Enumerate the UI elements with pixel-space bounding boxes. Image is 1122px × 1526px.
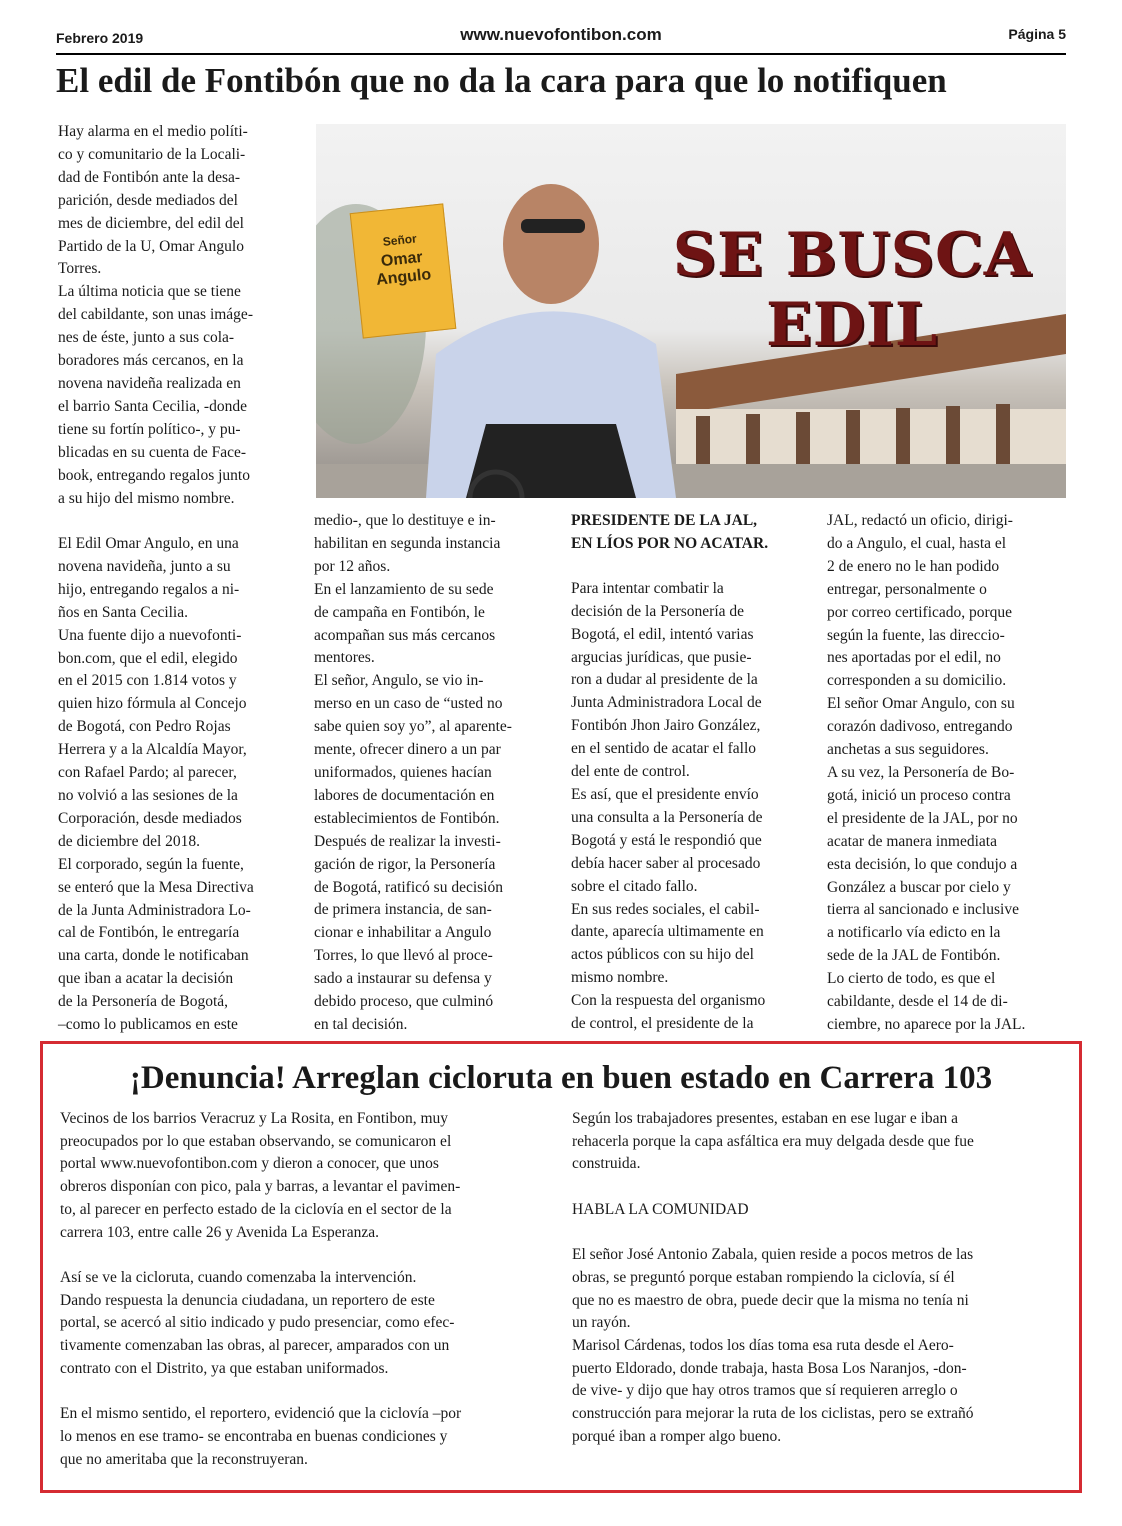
text-line: habilitan en segunda instancia	[314, 534, 501, 552]
text-line: mentores.	[314, 649, 375, 667]
boxed-paragraph-1	[60, 1108, 560, 1244]
text-line: a su hijo del mismo nombre.	[58, 489, 235, 507]
text-line: entregar, personalmente o	[827, 580, 987, 598]
text-line: de la Personería de Bogotá,	[58, 993, 229, 1011]
text-line: decisión de la Personería de	[571, 602, 745, 620]
text-line: una carta, donde le notificaban	[58, 947, 249, 965]
text-line: corazón dadivoso, entregando	[827, 718, 1013, 736]
boxed-paragraph-4	[572, 1108, 1072, 1176]
text-line: el barrio Santa Cecilia, -donde	[58, 397, 247, 415]
text-line: dante, aparecía ultimamente en	[571, 923, 764, 941]
boxed-article-left-column	[60, 1108, 560, 1471]
boxed-paragraph-3	[60, 1403, 560, 1471]
boxed-paragraph-2	[60, 1267, 560, 1381]
text-line: Después de realizar la investi-	[314, 832, 501, 850]
text-line: cal de Fontibón, le entregaría	[58, 924, 240, 942]
text-line: de diciembre del 2018.	[58, 832, 201, 850]
text-line: EN LÍOS POR NO ACATAR.	[571, 534, 769, 552]
text-line: hijo, entregando regalos a ni-	[58, 580, 240, 598]
column-4-text	[827, 510, 1067, 1037]
text-line: nes aportadas por el edil, no	[827, 649, 1001, 667]
text-line: sede de la JAL de Fontibón.	[827, 947, 1001, 965]
boxed-subheading: HABLA LA COMUNIDAD	[572, 1200, 749, 1218]
text-line: lo menos en ese tramo- se encontraba en buenas condiciones y	[60, 1427, 448, 1445]
text-line: cabildante, desde el 14 de di-	[827, 993, 1008, 1011]
text-line: de Bogotá, con Pedro Rojas	[58, 718, 231, 736]
text-line: por 12 años.	[314, 557, 391, 575]
text-line: del ente de control.	[571, 763, 690, 781]
text-line: parición, desde mediados del	[58, 191, 238, 209]
text-line: El señor, Angulo, se vio in-	[314, 672, 484, 690]
text-line: La última noticia que se tiene	[58, 283, 241, 301]
text-line: se enteró que la Mesa Directiva	[58, 878, 254, 896]
column-1-bottom-text	[58, 533, 298, 1037]
text-line: puerto Eldorado, donde trabaja, hasta Bosa Los Naranjos, -don-	[572, 1359, 967, 1377]
text-line: quien hizo fórmula al Concejo	[58, 695, 247, 713]
text-line: obreros disponían con pico, pala y barras, a levantar el pavimen-	[60, 1178, 461, 1196]
text-line: A su vez, la Personería de Bo-	[827, 763, 1015, 781]
text-line: Fontibón Jhon Jairo González,	[571, 717, 761, 735]
section-subheading	[571, 510, 811, 556]
text-line: rehacerla porque la capa asfáltica era muy delgada desde que fue	[572, 1132, 974, 1150]
text-line: El señor Omar Angulo, con su	[827, 695, 1015, 713]
text-line: uniformados, quienes hacían	[314, 763, 492, 781]
text-line: ciembre, no aparece por la JAL.	[827, 1015, 1026, 1033]
boxed-paragraph-5	[572, 1244, 1072, 1448]
text-line: preocupados por lo que estaban observando, se comunicaron el	[60, 1132, 452, 1150]
text-line: Junta Administradora Local de	[571, 694, 762, 712]
text-line: carrera 103, entre calle 26 y Avenida La Esperanza.	[60, 1223, 380, 1241]
text-line: book, entregando regalos junto	[58, 466, 250, 484]
text-line: mismo nombre.	[571, 969, 669, 987]
text-line: Partido de la U, Omar Angulo	[58, 237, 244, 255]
text-line: que no ameritaba que la reconstruyeran.	[60, 1450, 308, 1468]
text-line: a notificarlo vía edicto en la	[827, 924, 1001, 942]
text-line: el presidente de la JAL, por no	[827, 809, 1018, 827]
named-envelope	[350, 203, 457, 338]
article-column-1-top	[58, 121, 298, 510]
text-line: labores de documentación en	[314, 786, 495, 804]
page-number: Página 5	[1008, 26, 1066, 42]
text-line: Torres, lo que llevó al proce-	[314, 947, 493, 965]
text-line: porqué iban a romper algo bueno.	[572, 1427, 782, 1445]
article-column-2	[314, 510, 554, 1037]
text-line: Para intentar combatir la	[571, 579, 724, 597]
text-line: obras, se preguntó porque estaban rompiendo la ciclovía, sí él	[572, 1268, 955, 1286]
issue-date: Febrero 2019	[56, 30, 144, 46]
text-line: de control, el presidente de la	[571, 1015, 754, 1033]
article-column-1-bottom	[58, 533, 298, 1037]
text-line: blicadas en su cuenta de Face-	[58, 443, 247, 461]
website-url[interactable]: www.nuevofontibon.com	[460, 25, 662, 44]
wanted-line-1: SE BUSCA	[672, 220, 1032, 290]
text-line: que iban a acatar la decisión	[58, 970, 234, 988]
text-line: 2 de enero no le han podido	[827, 557, 1000, 575]
text-line: co y comunitario de la Locali-	[58, 145, 246, 163]
text-line: El corporado, según la fuente,	[58, 855, 244, 873]
header-divider	[56, 53, 1066, 55]
envelope-name-first: Omar	[380, 248, 424, 271]
page-header	[56, 24, 1066, 50]
text-line: con Rafael Pardo; al parecer,	[58, 764, 237, 782]
text-line: PRESIDENTE DE LA JAL,	[571, 512, 758, 529]
text-line: establecimientos de Fontibón.	[314, 809, 500, 827]
text-line: tierra al sancionado e inclusive	[827, 901, 1019, 919]
text-line: portal, se acercó al sitio indicado y pudo presenciar, como efec-	[60, 1314, 455, 1332]
wanted-caption	[652, 220, 1052, 360]
text-line: cionar e inhabilitar a Angulo	[314, 924, 492, 942]
text-line: JAL, redactó un oficio, dirigi-	[827, 512, 1013, 529]
article-photo	[316, 124, 1066, 498]
text-line: de campaña en Fontibón, le	[314, 603, 485, 621]
text-line: que no es maestro de obra, puede decir que la misma no tenía ni	[572, 1291, 969, 1309]
text-line: En sus redes sociales, el cabil-	[571, 900, 760, 918]
text-line: acatar de manera inmediata	[827, 832, 997, 850]
text-line: bon.com, que el edil, elegido	[58, 649, 238, 667]
text-line: de la Junta Administradora Lo-	[58, 901, 251, 919]
envelope-name-last: Angulo	[375, 266, 432, 289]
text-line: mente, ofrecer dinero a un par	[314, 741, 501, 759]
text-line: Torres.	[58, 260, 102, 278]
article-headline: El edil de Fontibón que no da la cara para que lo notifiquen	[56, 61, 947, 100]
text-line: medio-, que lo destituye e in-	[314, 512, 496, 529]
text-line: un rayón.	[572, 1314, 631, 1332]
text-line: do a Angulo, el cual, hasta el	[827, 534, 1007, 552]
text-line: Una fuente dijo a nuevofonti-	[58, 626, 242, 644]
text-line: Con la respuesta del organismo	[571, 992, 766, 1010]
text-line: Bogotá, el edil, intentó varias	[571, 625, 754, 643]
text-line: debía hacer saber al procesado	[571, 854, 761, 872]
text-line: de primera instancia, de san-	[314, 901, 492, 919]
text-line: ron a dudar al presidente de la	[571, 671, 758, 689]
text-line: contrato con el Distrito, ya que estaban uniformados.	[60, 1359, 389, 1377]
text-line: una consulta a la Personería de	[571, 808, 763, 826]
column-1-top-text	[58, 121, 298, 510]
text-line: El señor José Antonio Zabala, quien reside a pocos metros de las	[572, 1246, 974, 1264]
text-line: Marisol Cárdenas, todos los días toma esa ruta desde el Aero-	[572, 1337, 954, 1354]
text-line: en el sentido de acatar el fallo	[571, 740, 757, 758]
text-line: en tal decisión.	[314, 1015, 408, 1033]
text-line: no volvió a las sesiones de la	[58, 786, 238, 804]
text-line: anchetas a sus seguidores.	[827, 741, 989, 759]
text-line: acompañan sus más cercanos	[314, 626, 496, 644]
text-line: tivamente comenzaban las obras, al parecer, amparados con un	[60, 1337, 450, 1355]
text-line: Herrera y a la Alcaldía Mayor,	[58, 741, 247, 759]
text-line: dad de Fontibón ante la desa-	[58, 168, 241, 186]
envelope-title: Señor	[382, 231, 418, 249]
text-line: gotá, inició un proceso contra	[827, 786, 1011, 804]
text-line: gación de rigor, la Personería	[314, 855, 496, 873]
text-line: en el 2015 con 1.814 votos y	[58, 672, 237, 690]
article-column-3	[571, 510, 811, 1036]
text-line: merso en un caso de “usted no	[314, 695, 503, 713]
text-line: portal www.nuevofontibon.com y dieron a conocer, que unos	[60, 1155, 439, 1173]
text-line: sobre el citado fallo.	[571, 877, 698, 895]
text-line: construida.	[572, 1155, 641, 1173]
text-line: Bogotá y está le respondió que	[571, 831, 762, 849]
text-line: En el lanzamiento de su sede	[314, 580, 494, 598]
text-line: ños en Santa Cecilia.	[58, 603, 188, 621]
text-line: El Edil Omar Angulo, en una	[58, 535, 239, 552]
text-line: sabe quien soy yo”, al aparente-	[314, 718, 512, 736]
text-line: sado a instaurar su defensa y	[314, 970, 492, 988]
text-line: boradores más cercanos, en la	[58, 352, 244, 370]
column-2-text	[314, 510, 554, 1037]
text-line: argucias jurídicas, que pusie-	[571, 648, 752, 666]
text-line: Lo cierto de todo, es que el	[827, 970, 996, 988]
text-line: según la fuente, las direccio-	[827, 626, 1005, 644]
text-line: Hay alarma en el medio políti-	[58, 123, 248, 140]
text-line: Según los trabajadores presentes, estaban en ese lugar e iban a	[572, 1110, 959, 1127]
text-line: Es así, que el presidente envío	[571, 785, 759, 803]
text-line: Así se ve la cicloruta, cuando comenzaba la intervención.	[60, 1268, 417, 1286]
text-line: En el mismo sentido, el reportero, evidenció que la ciclovía –por	[60, 1405, 462, 1423]
text-line: de Bogotá, ratificó su decisión	[314, 878, 503, 896]
wanted-line-2: EDIL	[765, 290, 939, 360]
text-line: Vecinos de los barrios Veracruz y La Rosita, en Fontibon, muy	[60, 1110, 448, 1127]
text-line: to, al parecer en perfecto estado de la ciclovía en el sector de la	[60, 1200, 452, 1218]
text-line: debido proceso, que culminó	[314, 993, 494, 1011]
text-line: mes de diciembre, del edil del	[58, 214, 244, 232]
text-line: novena navideña, junto a su	[58, 557, 231, 575]
text-line: nes de éste, junto a sus cola-	[58, 329, 235, 347]
text-line: –como lo publicamos en este	[58, 1016, 238, 1034]
boxed-article-headline: ¡Denuncia! Arreglan cicloruta en buen estado en Carrera 103	[129, 1060, 993, 1096]
text-line: de vive- y dijo que hay otros tramos que sí requieren arreglo o	[572, 1382, 958, 1400]
text-line: por correo certificado, porque	[827, 603, 1013, 621]
text-line: Corporación, desde mediados	[58, 809, 242, 827]
text-line: actos públicos con su hijo del	[571, 946, 754, 964]
text-line: tiene su fortín político-, y pu-	[58, 420, 241, 438]
text-line: esta decisión, lo que condujo a	[827, 855, 1018, 873]
article-column-4	[827, 510, 1067, 1037]
column-3-text	[571, 578, 811, 1036]
boxed-article	[40, 1041, 1082, 1493]
text-line: construcción para mejorar la ruta de los ciclistas, pero se extrañó	[572, 1405, 974, 1423]
text-line: Dando respuesta la denuncia ciudadana, un reportero de este	[60, 1291, 435, 1309]
text-line: novena navideña realizada en	[58, 374, 241, 392]
boxed-article-right-column	[572, 1108, 1072, 1449]
text-line: del cabildante, son unas imáge-	[58, 306, 253, 324]
text-line: González a buscar por cielo y	[827, 878, 1011, 896]
text-line: corresponden a su domicilio.	[827, 672, 1007, 690]
